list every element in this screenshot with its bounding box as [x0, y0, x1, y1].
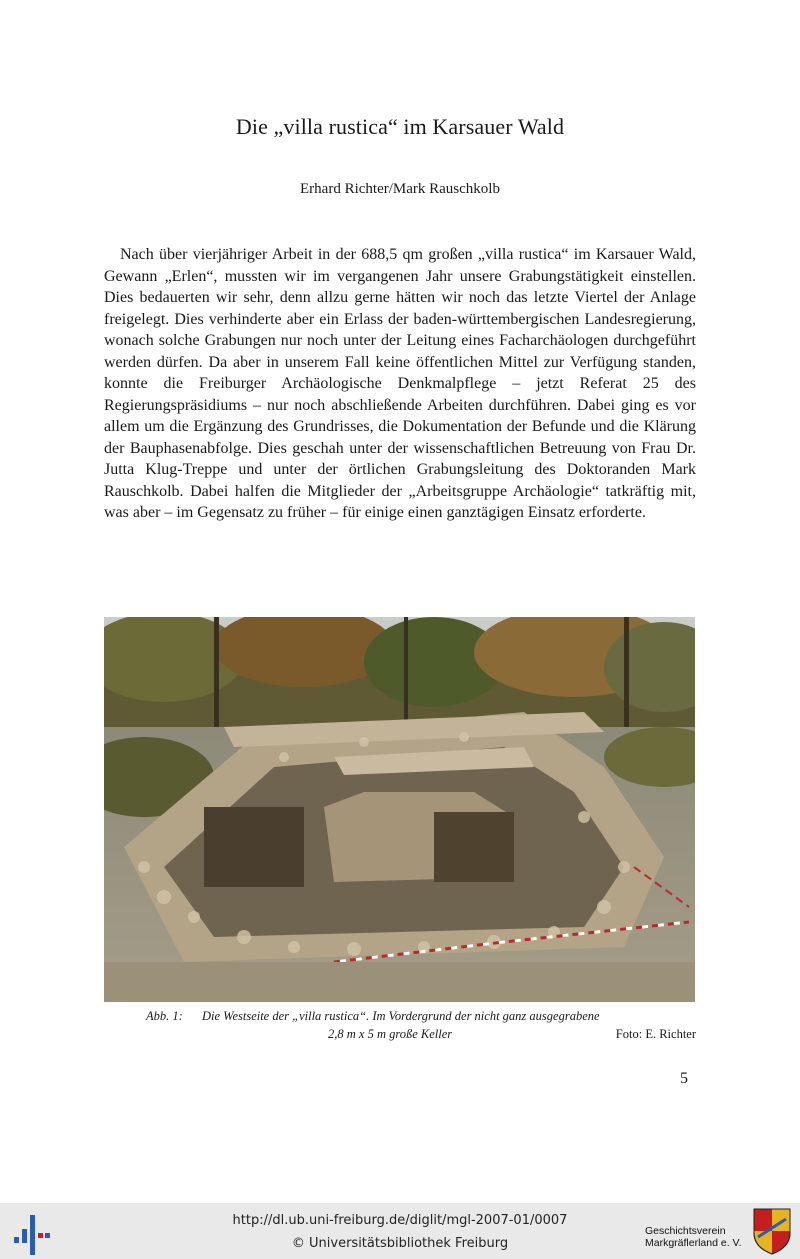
- figure-label: Abb. 1:: [146, 1009, 183, 1023]
- footer-bar: [0, 1203, 800, 1259]
- society-line-2: Markgräflerland e. V.: [645, 1237, 742, 1249]
- authors: Erhard Richter/Mark Rauschkolb: [300, 181, 500, 197]
- source-url[interactable]: http://dl.ub.uni-freiburg.de/diglit/mgl-2007-01/0007: [232, 1213, 568, 1228]
- excavation-photo-illustration: [104, 617, 695, 1002]
- caption-line-2: 2,8 m x 5 m große Keller: [328, 1027, 453, 1041]
- caption-line-1: [146, 1009, 600, 1024]
- photo-credit: Foto: E. Richter: [615, 1027, 696, 1041]
- body-paragraph: Nach über vierjähriger Arbeit in der 688,5 qm großen „villa rustica“ im Karsauer Wald, Gewann „Erlen“, mussten wir im vergangenen Jahr unsere Grabungstätigkeit einstellen. Dies bedauerten wir sehr, denn allzu gerne hätten wir noch das letzte Viertel der Anlage freigelegt. Dies verhinderte aber ein Erlass der baden-württembergischen Landesregierung, wonach solche Grabungen nur noch unter der Leitung eines Facharchäologen durchgeführt werden dürfen. Da aber in unserem Fall keine öffentlichen Mittel zur Verfügung standen, konnte die Freiburger Archäologische Denkmalpflege – jetzt Referat 25 des Regierungspräsidiums – nur noch abschließende Arbeiten durchführen. Dabei ging es vor allem um die Ergänzung des Grundrisses, die Dokumentation der Befunde und die Klärung der Bauphasenabfolge. Dies geschah unter der wissenschaftlichen Betreuung von Frau Dr. Jutta Klug-Treppe und unter der örtlichen Grabungsleitung des Doktoranden Mark Rauschkolb. Dabei halfen die Mitglieder der „Arbeitsgruppe Archäologie“ tatkräftig mit, was aber – im Gegensatz zu früher – für einige einen ganztägigen Einsatz erforderte.: [104, 246, 696, 521]
- copyright: © Universitätsbibliothek Freiburg: [291, 1236, 509, 1251]
- excavation-photo: [104, 617, 695, 1002]
- society-line-1: Geschichtsverein: [645, 1225, 726, 1237]
- caption-text-1: Die Westseite der „villa rustica“. Im Vordergrund der nicht ganz ausgegrabene: [202, 1009, 600, 1023]
- page-number: 5: [680, 1070, 688, 1087]
- page-title: Die „villa rustica“ im Karsauer Wald: [235, 114, 565, 139]
- society-name: [645, 1225, 755, 1249]
- coat-of-arms-icon: [752, 1207, 792, 1255]
